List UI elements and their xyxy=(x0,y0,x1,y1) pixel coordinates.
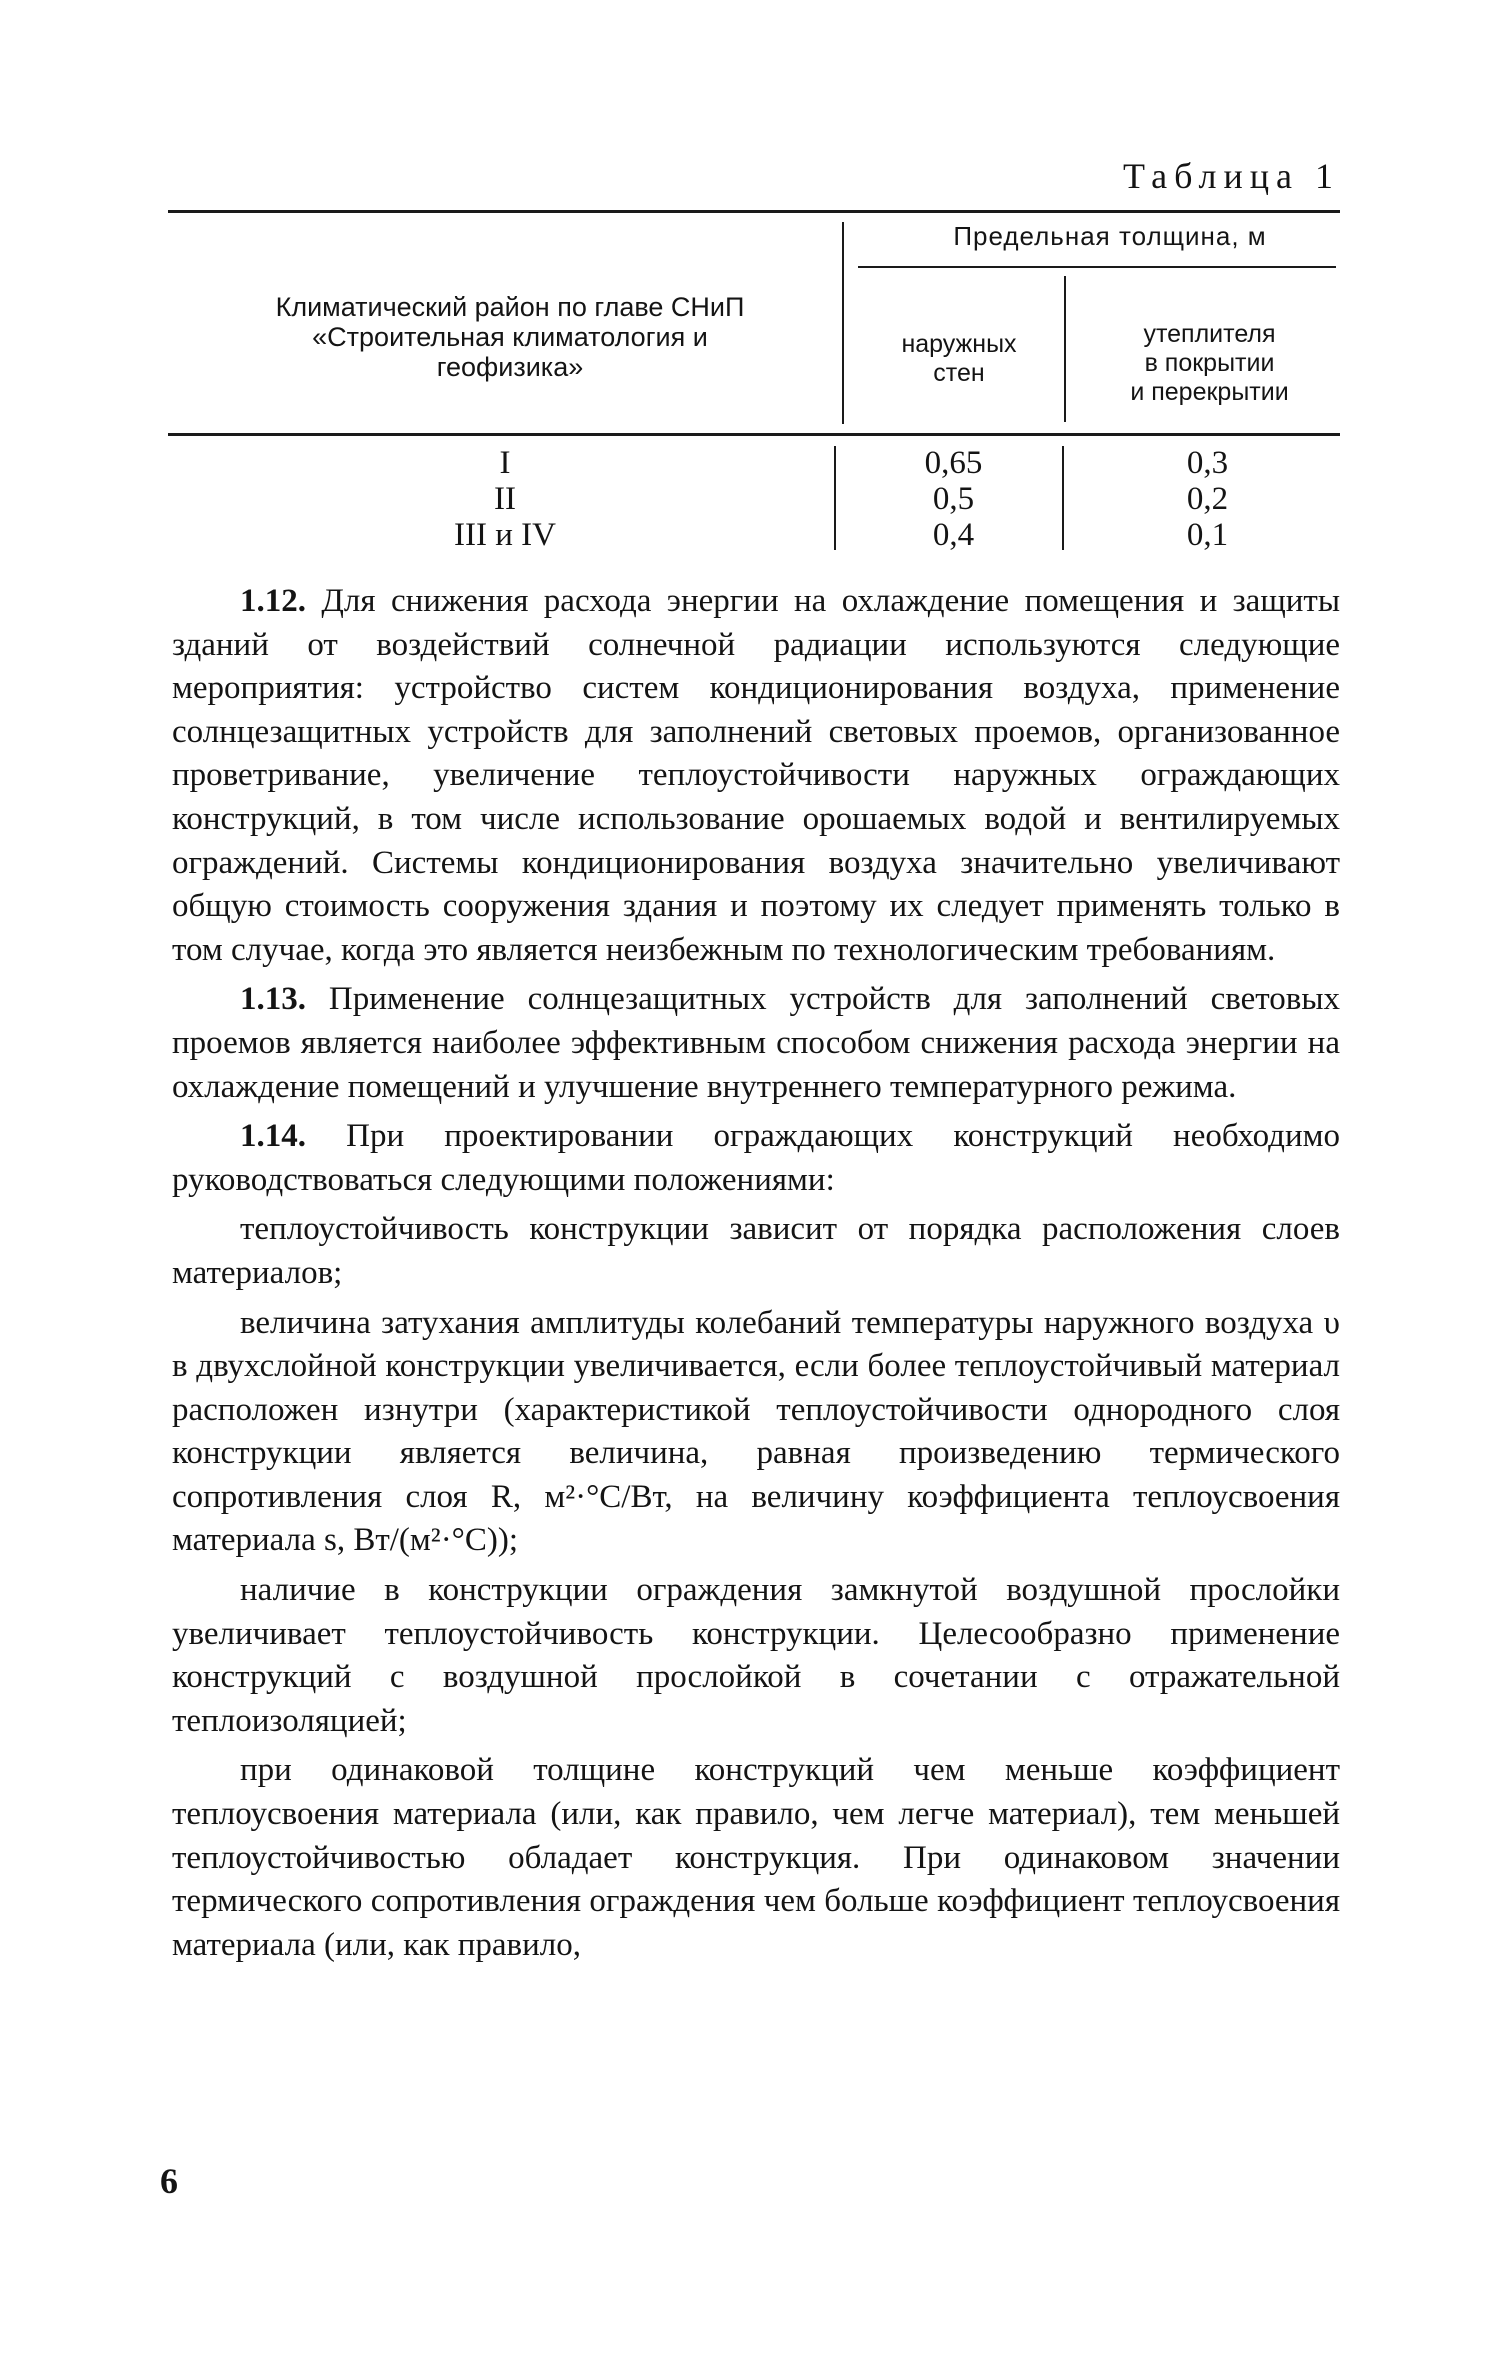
header-line: геофизика» xyxy=(436,352,584,382)
table-header-rule xyxy=(168,433,1340,436)
paragraph-text: Для снижения расхода энергии на охлаждение помещения и защиты зданий от воздействий солнечной радиации используются следующие мероприятия: устройство систем кондиционирования воздуха, применение солнцезащитных устройств для заполнений световых проемов, организованное проветривание, увеличение теплоустойчивости наружных ограждающих конструкций, в том числе использование орошаемых водой и вентилируемых ограждений. Системы кондиционирования воздуха значительно увеличивают общую стоимость сооружения здания и поэтому их следует применять только в том случае, когда это является неизбежным по технологическим требованиям. xyxy=(172,583,1340,968)
table-cell: III и IV xyxy=(454,517,556,553)
body-vertical-divider-2 xyxy=(1062,446,1064,550)
header-line: утеплителя xyxy=(1143,320,1276,348)
body-text xyxy=(172,580,1340,1967)
paragraph-text: теплоустойчивость конструкции зависит от порядка расположения слоев материалов; xyxy=(172,1211,1340,1291)
body-vertical-divider-1 xyxy=(834,446,836,550)
header-subdivider xyxy=(858,266,1336,268)
header-line: «Строительная климатология и xyxy=(312,322,708,352)
header-insulation xyxy=(1072,320,1347,407)
paragraph-text: при одинаковой толщине конструкций чем меньше коэффициент теплоусвоения материала (или, как правило, чем легче материал), тем меньшей теплоустойчивостью обладает конструкция. При одинаковом значении термического сопротивления ограждения чем больше коэффициент теплоусвоения материала (или, как правило, xyxy=(172,1752,1340,1963)
paragraph xyxy=(172,978,1340,1109)
paragraph xyxy=(172,1208,1340,1295)
paragraph xyxy=(172,1115,1340,1202)
table-cell: 0,5 xyxy=(932,481,975,517)
paragraph-text: величина затухания амплитуды колебаний температуры наружного воздуха υ в двухслойной конструкции увеличивается, если более теплоустойчивый материал расположен изнутри (характеристикой теплоустойчивости однородного слоя конструкции является величина, равная произведению термического сопротивления слоя R, м²·°С/Вт, на величину коэффициента теплоусвоения материала s, Вт/(м²·°С)); xyxy=(172,1304,1340,1559)
paragraph-number: 1.13. xyxy=(240,981,306,1018)
header-line: и перекрытии xyxy=(1130,378,1289,406)
paragraph-text: При проектировании ограждающих конструкций необходимо руководствоваться следующими положениями: xyxy=(172,1118,1340,1198)
paragraph xyxy=(172,1569,1340,1743)
table-cell: 0,1 xyxy=(1186,517,1229,553)
header-vertical-divider xyxy=(842,222,844,424)
paragraph-text: Применение солнцезащитных устройств для заполнений световых проемов является наиболее эффективным способом снижения расхода энергии на охлаждение помещений и улучшение внутреннего температурного режима. xyxy=(172,981,1340,1105)
header-limit-thickness: Предельная толщина, м xyxy=(953,221,1267,251)
header-line: Климатический район по главе СНиП xyxy=(275,292,745,322)
paragraph xyxy=(172,1749,1340,1967)
paragraph-number: 1.12. xyxy=(240,583,306,619)
table-cell: 0,4 xyxy=(932,517,975,553)
paragraph-number: 1.14. xyxy=(240,1118,306,1155)
table-cell: II xyxy=(494,481,516,517)
walls-column xyxy=(856,445,1051,553)
header-line: в покрытии xyxy=(1144,349,1275,377)
table-top-rule xyxy=(168,210,1340,213)
table-cell: 0,65 xyxy=(924,445,983,481)
header-inner-divider xyxy=(1064,276,1066,422)
table-caption: Таблица 1 xyxy=(1123,156,1340,196)
paragraph-text: наличие в конструкции ограждения замкнутой воздушной прослойки увеличивает теплоустойчивость конструкции. Целесообразно применение конструкций с воздушной прослойкой в сочетании с отражательной теплоизоляцией; xyxy=(172,1572,1340,1739)
region-column xyxy=(390,445,620,553)
header-climate-region xyxy=(205,292,815,382)
insulation-column xyxy=(1090,445,1325,553)
header-line: наружных xyxy=(901,330,1017,358)
paragraph xyxy=(172,580,1340,972)
table-cell: I xyxy=(499,445,511,481)
paragraph xyxy=(172,1302,1340,1564)
table-cell: 0,3 xyxy=(1186,445,1229,481)
header-outer-walls xyxy=(856,330,1062,388)
page-number: 6 xyxy=(160,2161,178,2201)
header-line: стен xyxy=(933,359,985,387)
table-cell: 0,2 xyxy=(1186,481,1229,517)
